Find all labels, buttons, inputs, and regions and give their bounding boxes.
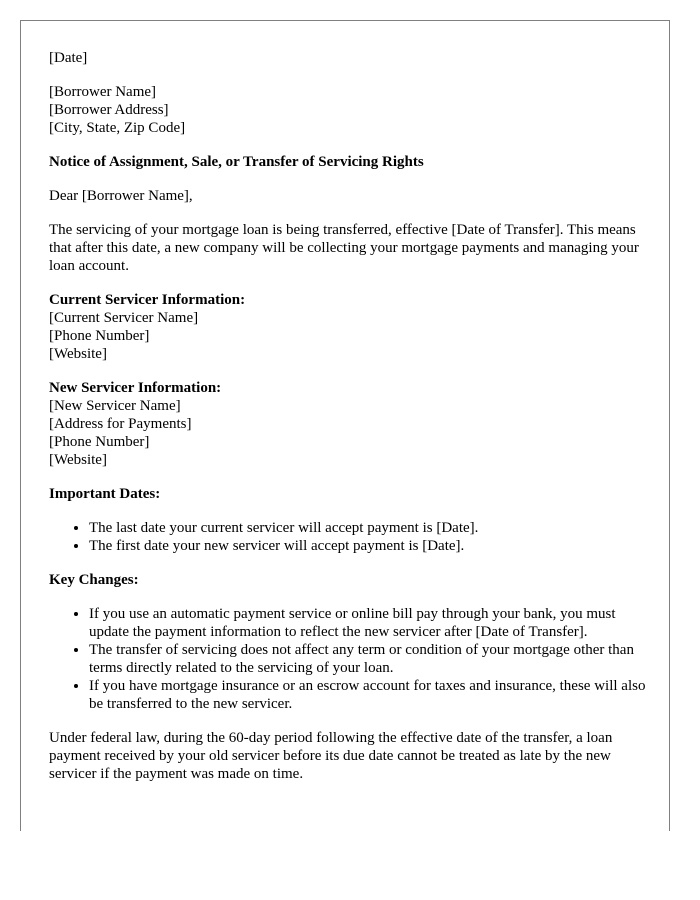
new-servicer-name: [New Servicer Name] — [49, 398, 181, 414]
important-dates-heading: Important Dates: — [49, 486, 161, 502]
letter — [20, 20, 670, 831]
new-servicer-website: [Website] — [49, 452, 107, 468]
new-servicer-phone: [Phone Number] — [49, 434, 150, 450]
borrower-block — [49, 83, 649, 137]
list-item: • If you use an automatic payment service or online bill pay through your bank, you must update the payment information to reflect the new servicer after [Date of Transfer]. — [89, 605, 649, 641]
important-dates-list — [49, 519, 649, 555]
key-changes-list — [49, 605, 649, 713]
current-servicer-name: [Current Servicer Name] — [49, 310, 199, 326]
new-servicer-heading: New Servicer Information: — [49, 380, 222, 396]
current-servicer-website: [Website] — [49, 346, 107, 362]
current-servicer-phone: [Phone Number] — [49, 328, 150, 344]
intro-paragraph: The servicing of your mortgage loan is being transferred, effective [Date of Transfer]. This means that after this date, a new company will be collecting your mortgage payments and managing your loan account. — [49, 222, 639, 274]
current-servicer-block — [49, 291, 649, 363]
salutation: Dear [Borrower Name], — [49, 188, 193, 204]
federal-law-paragraph: Under federal law, during the 60-day period following the effective date of the transfer, a loan payment received by your old servicer before its due date cannot be treated as late by the new servicer if the payment was made on time. — [49, 730, 613, 782]
list-item: • The first date your new servicer will accept payment is [Date]. — [89, 537, 649, 555]
list-item: • If you have mortgage insurance or an escrow account for taxes and insurance, these will also be transferred to the new servicer. — [89, 677, 649, 713]
borrower-address: [Borrower Address] — [49, 102, 169, 118]
list-item: • The last date your current servicer will accept payment is [Date]. — [89, 519, 649, 537]
key-changes-heading: Key Changes: — [49, 572, 139, 588]
list-item: • The transfer of servicing does not affect any term or condition of your mortgage other than terms directly related to the servicing of your loan. — [89, 641, 649, 677]
letter-subject: Notice of Assignment, Sale, or Transfer of Servicing Rights — [49, 154, 424, 170]
new-servicer-block — [49, 379, 649, 469]
borrower-name: [Borrower Name] — [49, 84, 157, 100]
letter-date: [Date] — [49, 50, 88, 66]
borrower-city: [City, State, Zip Code] — [49, 120, 186, 136]
new-servicer-address: [Address for Payments] — [49, 416, 192, 432]
current-servicer-heading: Current Servicer Information: — [49, 292, 246, 308]
